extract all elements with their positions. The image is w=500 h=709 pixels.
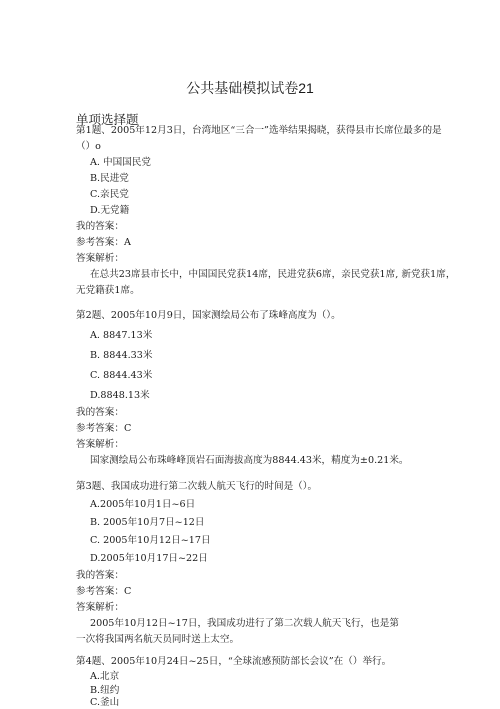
question-3-analysis-text: 2005年10月12日~17日，我国成功进行了第二次载人航天飞行，也是第 bbox=[90, 618, 399, 629]
question-1-analysis-text-cont: 无党籍获1席。 bbox=[76, 285, 140, 296]
page-title: 公共基础模拟试卷21 bbox=[186, 80, 314, 96]
question-1-option-a: A. 中国国民党 bbox=[90, 157, 151, 168]
question-3-analysis-label: 答案解析： bbox=[76, 602, 124, 613]
question-2-reference-answer: 参考答案：C bbox=[76, 423, 132, 434]
question-3-my-answer: 我的答案： bbox=[76, 570, 124, 581]
question-1-reference-answer: 参考答案：A bbox=[76, 237, 131, 248]
question-1-option-b: B.民进党 bbox=[90, 173, 129, 184]
question-4-stem: 第4题、2005年10月24日~25日，“全球流感预防部长会议”在（）举行。 bbox=[76, 656, 392, 667]
question-2-option-d: D.8848.13米 bbox=[90, 390, 150, 401]
question-3-analysis-text-cont: 一次将我国两名航天员同时送上太空。 bbox=[76, 634, 240, 645]
question-2-analysis-label: 答案解析： bbox=[76, 439, 124, 450]
question-1-my-answer: 我的答案： bbox=[76, 221, 124, 232]
question-1-stem-cont: （）o bbox=[76, 141, 101, 152]
question-1-option-c: C.亲民党 bbox=[90, 189, 129, 200]
question-4-option-b: B.纽约 bbox=[90, 685, 120, 696]
question-4-option-a: A.北京 bbox=[90, 671, 120, 682]
question-3-option-c: C. 2005年10月12日~17日 bbox=[90, 535, 211, 546]
question-3-option-a: A.2005年10月1日~6日 bbox=[90, 499, 196, 510]
question-2-my-answer: 我的答案： bbox=[76, 407, 124, 418]
question-2-option-c: C. 8844.43米 bbox=[90, 370, 153, 381]
question-3-stem: 第3题、我国成功进行第二次载人航天飞行的时间是（）。 bbox=[76, 481, 318, 492]
question-3-option-d: D.2005年10月17日~22日 bbox=[90, 553, 208, 564]
question-3-reference-answer: 参考答案：C bbox=[76, 586, 132, 597]
question-2-analysis-text: 国家测绘局公布珠峰峰顶岩石面海拔高度为8844.43米，精度为±0.21米。 bbox=[90, 455, 409, 466]
question-2-option-a: A. 8847.13米 bbox=[90, 330, 153, 341]
question-1-stem: 第1题、2005年12月3日，台湾地区“三合一”选举结果揭晓，获得县市长席位最多的是 bbox=[76, 125, 442, 136]
question-2-stem: 第2题、2005年10月9日，国家测绘局公布了珠峰高度为（）。 bbox=[76, 310, 341, 321]
question-4-option-c: C.釜山 bbox=[90, 697, 120, 708]
question-3-option-b: B. 2005年10月7日~12日 bbox=[90, 517, 205, 528]
question-1-analysis-label: 答案解析： bbox=[76, 253, 124, 264]
question-1-option-d: D.无党籍 bbox=[90, 205, 130, 216]
section-heading: 单项选择题 bbox=[76, 113, 139, 127]
question-1-analysis-text: 在总共23席县市长中，中国国民党获14席，民进党获6席，亲民党获1席, 新党获1席， bbox=[90, 269, 456, 280]
question-2-option-b: B. 8844.33米 bbox=[90, 350, 153, 361]
